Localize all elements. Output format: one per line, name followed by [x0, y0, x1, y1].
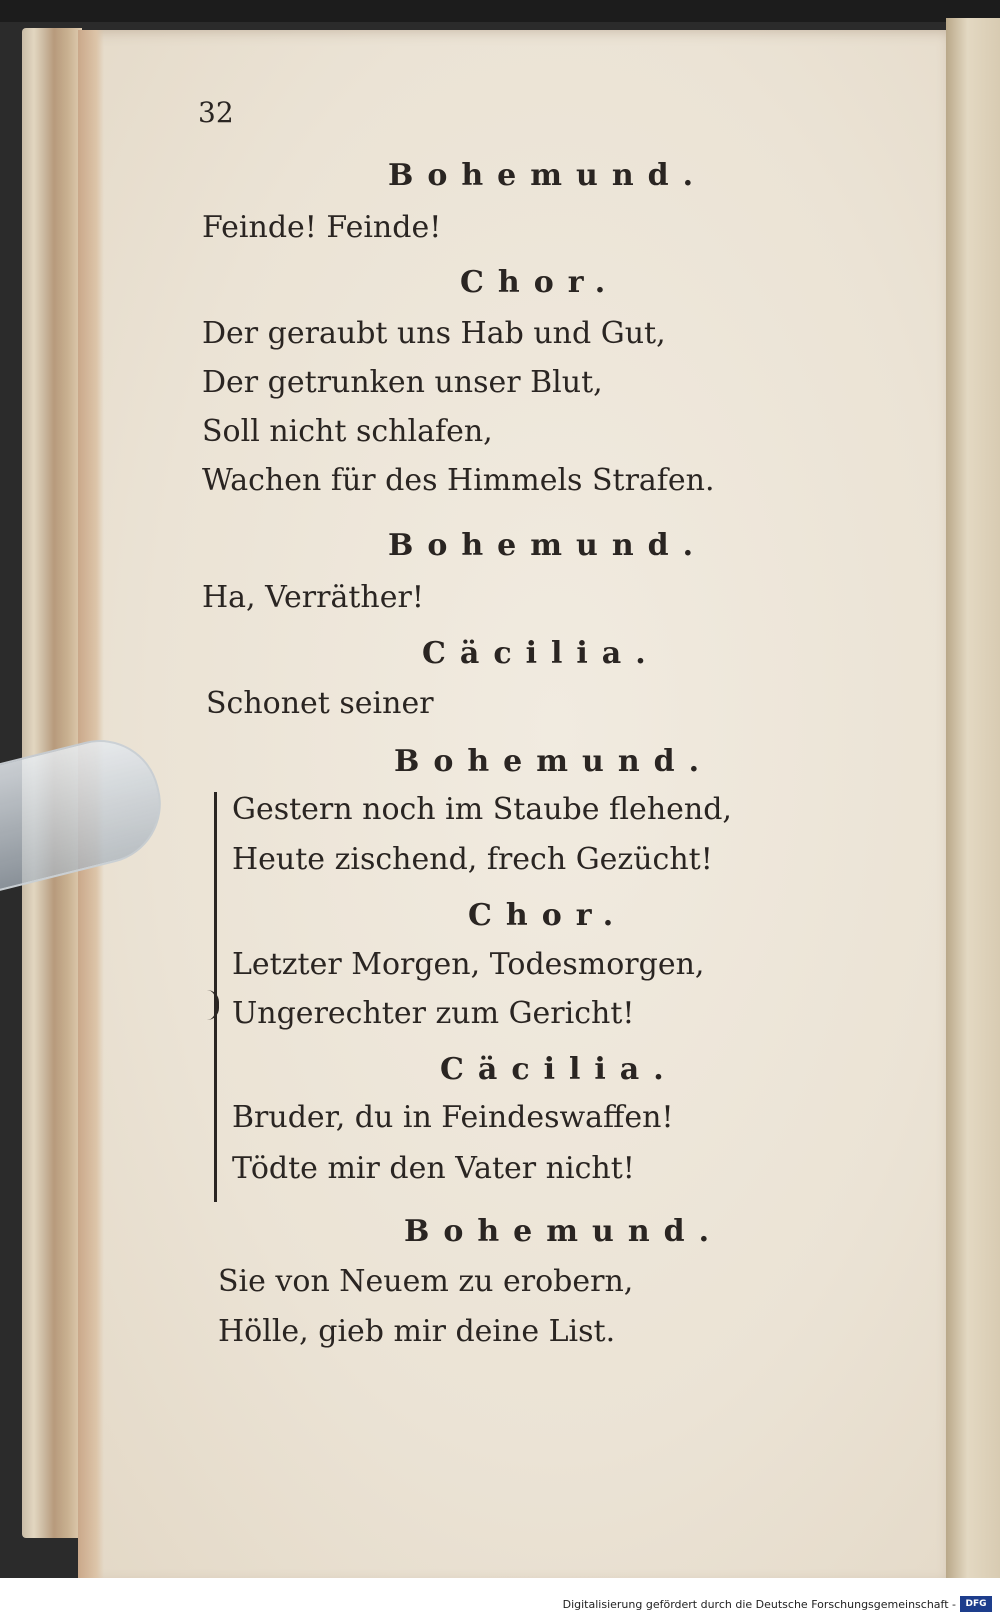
speaker-heading: Bohemund.	[388, 158, 708, 193]
verse-line: Schonet seiner	[206, 686, 434, 721]
page-number: 32	[198, 96, 234, 129]
verse-line: Hölle, gieb mir deine List.	[218, 1314, 616, 1349]
speaker-heading: Bohemund.	[404, 1214, 724, 1249]
speaker-heading: Bohemund.	[388, 528, 708, 563]
verse-line: Der geraubt uns Hab und Gut,	[202, 316, 666, 351]
speaker-heading: Bohemund.	[394, 744, 714, 779]
verse-line: Bruder, du in Feindeswaffen!	[232, 1100, 674, 1135]
verse-line: Der getrunken unser Blut,	[202, 365, 603, 400]
scan-background-top	[0, 0, 1000, 22]
speaker-heading: Chor.	[460, 265, 620, 300]
book-edge-right	[946, 18, 1000, 1578]
verse-line: Heute zischend, frech Gezücht!	[232, 842, 713, 877]
verse-line: Sie von Neuem zu erobern,	[218, 1264, 634, 1299]
verse-line: Tödte mir den Vater nicht!	[232, 1151, 635, 1186]
verse-line: Feinde! Feinde!	[202, 210, 442, 245]
verse-line: Wachen für des Himmels Strafen.	[202, 463, 715, 498]
dfg-logo: DFG	[960, 1596, 992, 1612]
speaker-heading: Cäcilia.	[440, 1052, 678, 1087]
verse-line: Letzter Morgen, Todesmorgen,	[232, 947, 705, 982]
speaker-heading: Chor.	[468, 898, 628, 933]
verse-line: Ungerechter zum Gericht!	[232, 996, 635, 1031]
verse-line: Gestern noch im Staube flehend,	[232, 792, 732, 827]
verse-line: Ha, Verräther!	[202, 580, 424, 615]
digitization-credit: Digitalisierung gefördert durch die Deutsche Forschungsgemeinschaft -	[562, 1598, 956, 1611]
speaker-heading: Cäcilia.	[422, 636, 660, 671]
verse-line: Soll nicht schlafen,	[202, 414, 493, 449]
